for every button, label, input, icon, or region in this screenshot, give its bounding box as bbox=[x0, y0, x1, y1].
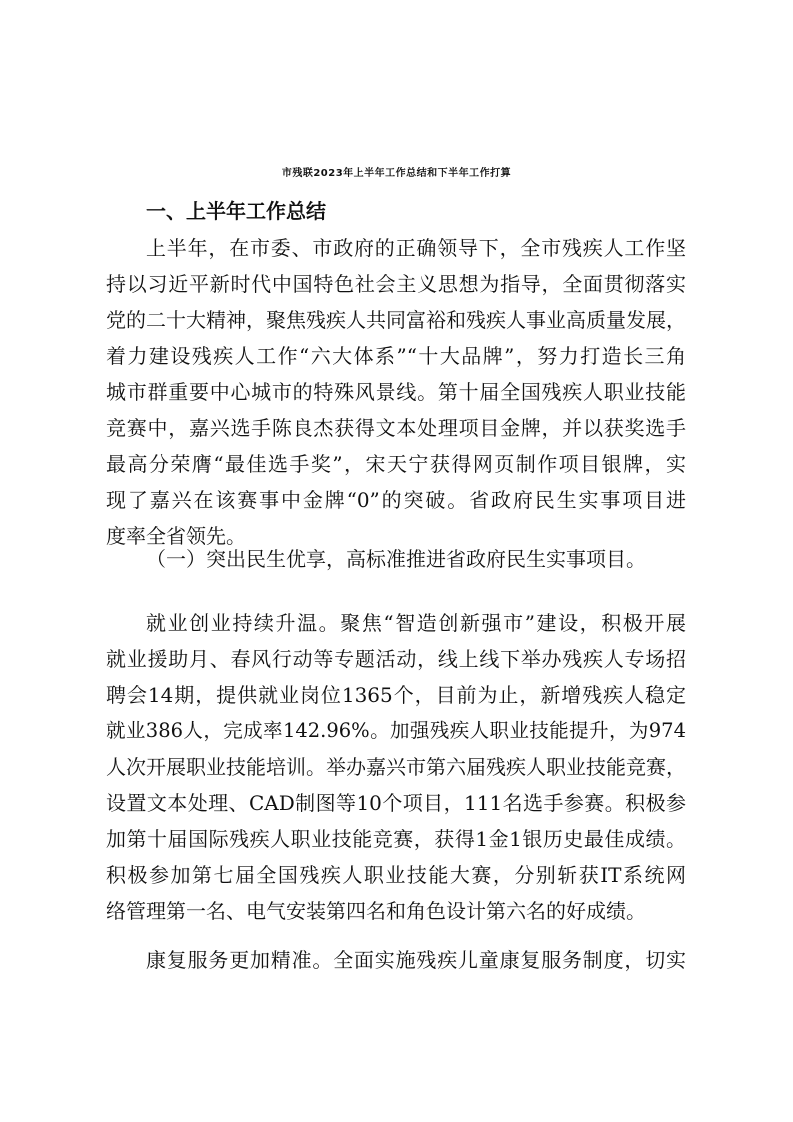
paragraph-line: 聘会14期，提供就业岗位1365个，目前为止，新增残疾人稳定 bbox=[106, 683, 686, 707]
paragraph-line: 持以习近平新时代中国特色社会主义思想为指导，全面贯彻落实 bbox=[106, 272, 686, 296]
subsection-heading-livelihood: （一）突出民生优享，高标准推进省政府民生实事项目。 bbox=[146, 547, 646, 571]
paragraph-line: 络管理第一名、电气安装第四名和角色设计第六名的好成绩。 bbox=[106, 899, 646, 923]
paragraph-line: 康复服务更加精准。全面实施残疾儿童康复服务制度，切实 bbox=[146, 948, 686, 972]
paragraph-line: 加第十届国际残疾人职业技能竞赛，获得1金1银历史最佳成绩。 bbox=[106, 827, 686, 851]
paragraph-line: 就业386人，完成率142.96%。加强残疾人职业技能提升，为974 bbox=[106, 719, 686, 742]
paragraph-line: 党的二十大精神，聚焦残疾人共同富裕和残疾人事业高质量发展， bbox=[106, 308, 686, 332]
paragraph-line: 竞赛中，嘉兴选手陈良杰获得文本处理项目金牌，并以获奖选手 bbox=[106, 416, 686, 440]
paragraph-line: 上半年，在市委、市政府的正确领导下，全市残疾人工作坚 bbox=[146, 236, 686, 260]
paragraph-line: 就业创业持续升温。聚焦“智造创新强市”建设，积极开展 bbox=[146, 611, 686, 635]
paragraph-line: 度率全省领先。 bbox=[106, 524, 246, 548]
paragraph-line: 积极参加第七届全国残疾人职业技能大赛，分别斩获IT系统网 bbox=[106, 863, 686, 887]
paragraph-line: 最高分荣膺“最佳选手奖”，宋天宁获得网页制作项目银牌，实 bbox=[106, 452, 686, 476]
paragraph-line: 城市群重要中心城市的特殊风景线。第十届全国残疾人职业技能 bbox=[106, 380, 686, 404]
paragraph-line: 人次开展职业技能培训。举办嘉兴市第六届残疾人职业技能竞赛， bbox=[106, 755, 686, 779]
document-title: 市残联2023年上半年工作总结和下半年工作打算 bbox=[281, 168, 512, 179]
paragraph-line: 着力建设残疾人工作“六大体系”“十大品牌”，努力打造长三角 bbox=[106, 344, 686, 368]
paragraph-line: 现了嘉兴在该赛事中金牌“0”的突破。省政府民生实事项目进 bbox=[106, 488, 686, 512]
paragraph-line: 设置文本处理、CAD制图等10个项目，111名选手参赛。积极参 bbox=[106, 791, 686, 815]
paragraph-line: 就业援助月、春风行动等专题活动，线上线下举办残疾人专场招 bbox=[106, 647, 686, 671]
section-heading-first-half-summary: 一、上半年工作总结 bbox=[146, 199, 326, 223]
